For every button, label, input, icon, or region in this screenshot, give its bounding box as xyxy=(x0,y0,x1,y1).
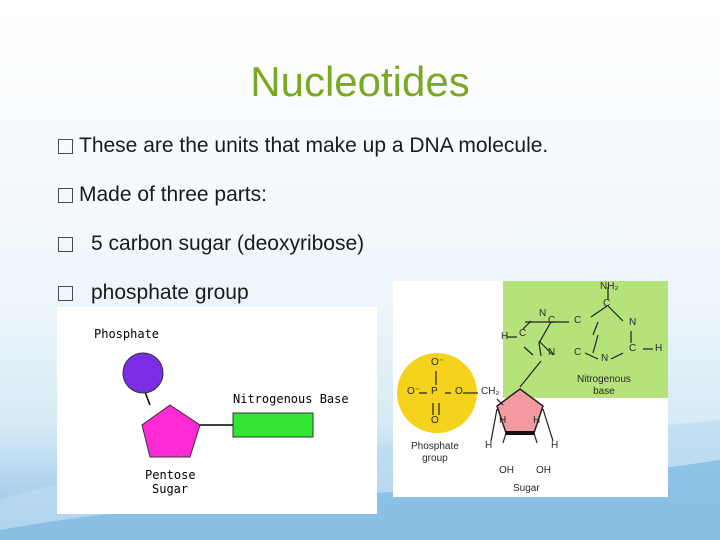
atom-c: C xyxy=(574,315,582,326)
bullet-checkbox-icon xyxy=(58,286,73,301)
atom-c: C xyxy=(574,347,582,358)
phosphate-caption-line2: group xyxy=(422,453,448,464)
bullet-text: phosphate group xyxy=(91,281,249,304)
bullet-text: 5 carbon sugar (deoxyribose) xyxy=(91,232,365,255)
nitrogenous-base-label: Nitrogenous Base xyxy=(233,392,349,406)
atom-p: P xyxy=(431,386,438,397)
slide-title: Nucleotides xyxy=(250,58,470,105)
atom-o-minus: O⁻ xyxy=(407,386,421,397)
atom-h: H xyxy=(485,440,493,451)
phosphate-caption-line1: Phosphate xyxy=(411,441,459,452)
base-caption-line2: base xyxy=(593,386,615,397)
atom-n: N xyxy=(629,317,637,328)
base-caption xyxy=(577,374,631,398)
atom-o: O xyxy=(455,386,463,397)
bullet-phosphate xyxy=(58,281,249,305)
atom-h: H xyxy=(533,415,541,426)
bullet-text: These are the units that make up a DNA molecule. xyxy=(79,134,549,157)
atom-n: N xyxy=(548,347,556,358)
simple-nucleotide-diagram xyxy=(57,307,377,514)
bullet-three-parts xyxy=(58,183,267,207)
sugar-label: Sugar xyxy=(152,482,189,496)
base-rectangle xyxy=(233,413,313,437)
bullet-sugar xyxy=(58,232,364,256)
atom-c: C xyxy=(603,298,611,309)
chemical-nucleotide-diagram xyxy=(393,281,668,497)
atom-h: H xyxy=(655,343,663,354)
bullet-units xyxy=(58,134,548,158)
atom-oh: OH xyxy=(536,465,551,476)
phosphate-circle xyxy=(123,353,163,393)
bullet-checkbox-icon xyxy=(58,139,73,154)
atom-nh2: NH₂ xyxy=(600,281,619,292)
atom-oh: OH xyxy=(499,465,514,476)
atom-h: H xyxy=(501,331,509,342)
atom-h: H xyxy=(551,440,559,451)
sugar-caption: Sugar xyxy=(513,483,540,494)
atom-o: O xyxy=(431,415,439,426)
atom-h: H xyxy=(499,415,507,426)
atom-ch2: CH₂ xyxy=(481,386,500,397)
atom-o-minus: O⁻ xyxy=(431,357,445,368)
atom-c: C xyxy=(519,328,527,339)
atom-n: N xyxy=(539,308,547,319)
base-caption-line1: Nitrogenous xyxy=(577,374,631,385)
bullet-checkbox-icon xyxy=(58,237,73,252)
pentose-pentagon xyxy=(142,405,200,457)
bullet-checkbox-icon xyxy=(58,188,73,203)
phosphate-label: Phosphate xyxy=(94,327,160,341)
bullet-text: Made of three parts: xyxy=(79,183,267,206)
atom-c: C xyxy=(548,315,556,326)
phosphate-caption xyxy=(411,441,459,465)
atom-n: N xyxy=(601,353,609,364)
atom-c: C xyxy=(629,343,637,354)
pentose-label: Pentose xyxy=(145,468,196,482)
